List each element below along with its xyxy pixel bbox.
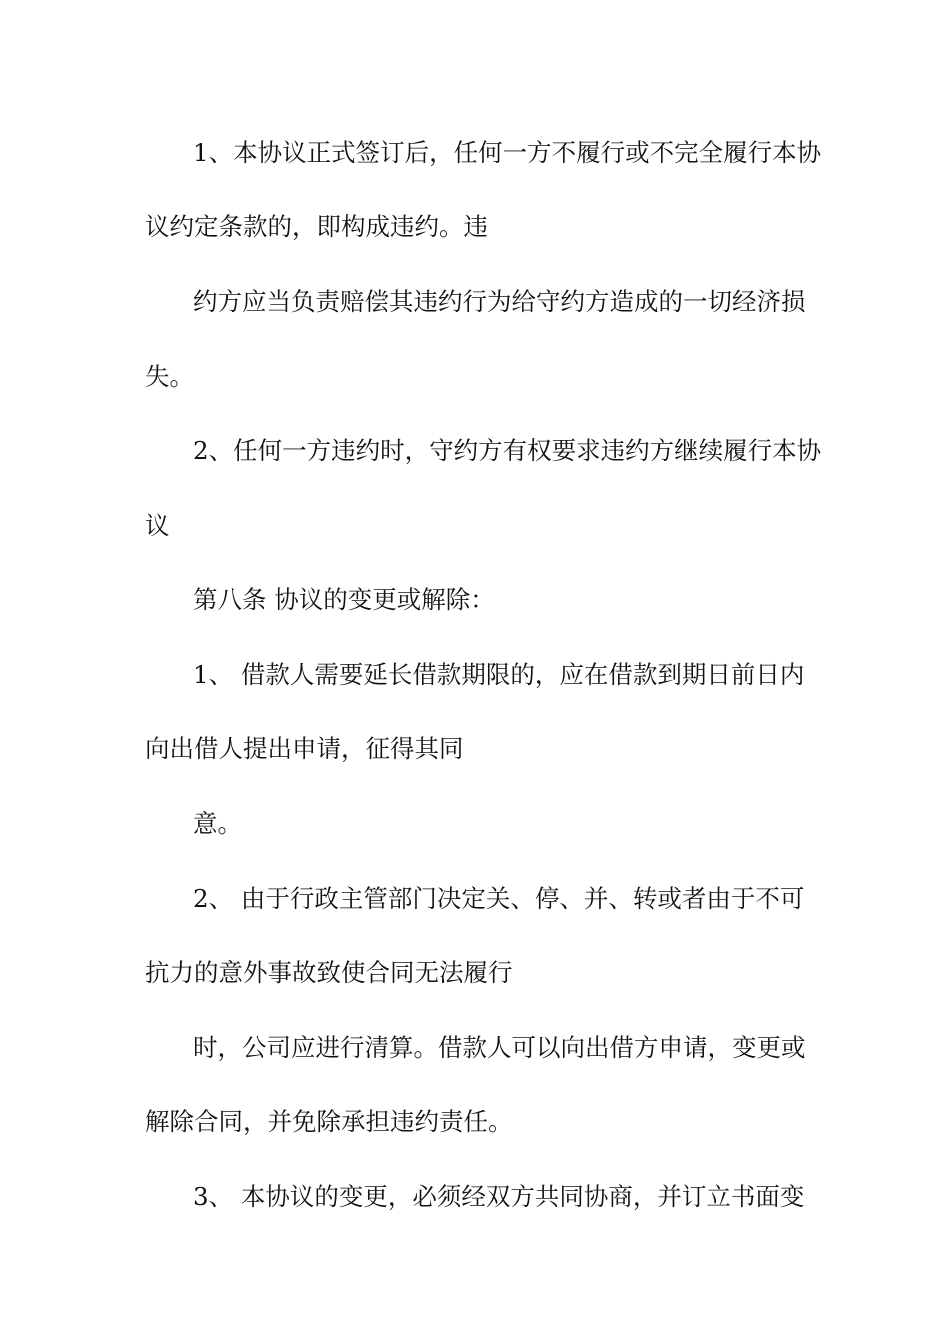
paragraph-line: 向出借人提出申请，征得其同 <box>145 734 464 763</box>
paragraph-line: 议 <box>145 511 170 540</box>
paragraph-line: 3、 本协议的变更，必须经双方共同协商，并订立书面变 <box>193 1182 805 1211</box>
paragraph-line: 抗力的意外事故致使合同无法履行 <box>145 958 513 987</box>
paragraph-line: 失。 <box>145 362 194 391</box>
paragraph-line: 解除合同，并免除承担违约责任。 <box>145 1107 513 1136</box>
paragraph-line: 约方应当负责赔偿其违约行为给守约方造成的一切经济损 <box>193 287 806 316</box>
section-heading: 第八条 协议的变更或解除： <box>193 585 495 614</box>
paragraph-line: 2、任何一方违约时，守约方有权要求违约方继续履行本协 <box>193 436 822 465</box>
paragraph-line: 时，公司应进行清算。借款人可以向出借方申请，变更或 <box>193 1033 806 1062</box>
paragraph-line: 议约定条款的，即构成违约。违 <box>145 212 488 241</box>
paragraph-line: 1、本协议正式签订后，任何一方不履行或不完全履行本协 <box>193 138 822 167</box>
paragraph-line: 意。 <box>193 809 242 838</box>
paragraph-line: 1、 借款人需要延长借款期限的，应在借款到期日前日内 <box>193 660 805 689</box>
paragraph-line: 2、 由于行政主管部门决定关、停、并、转或者由于不可 <box>193 884 805 913</box>
